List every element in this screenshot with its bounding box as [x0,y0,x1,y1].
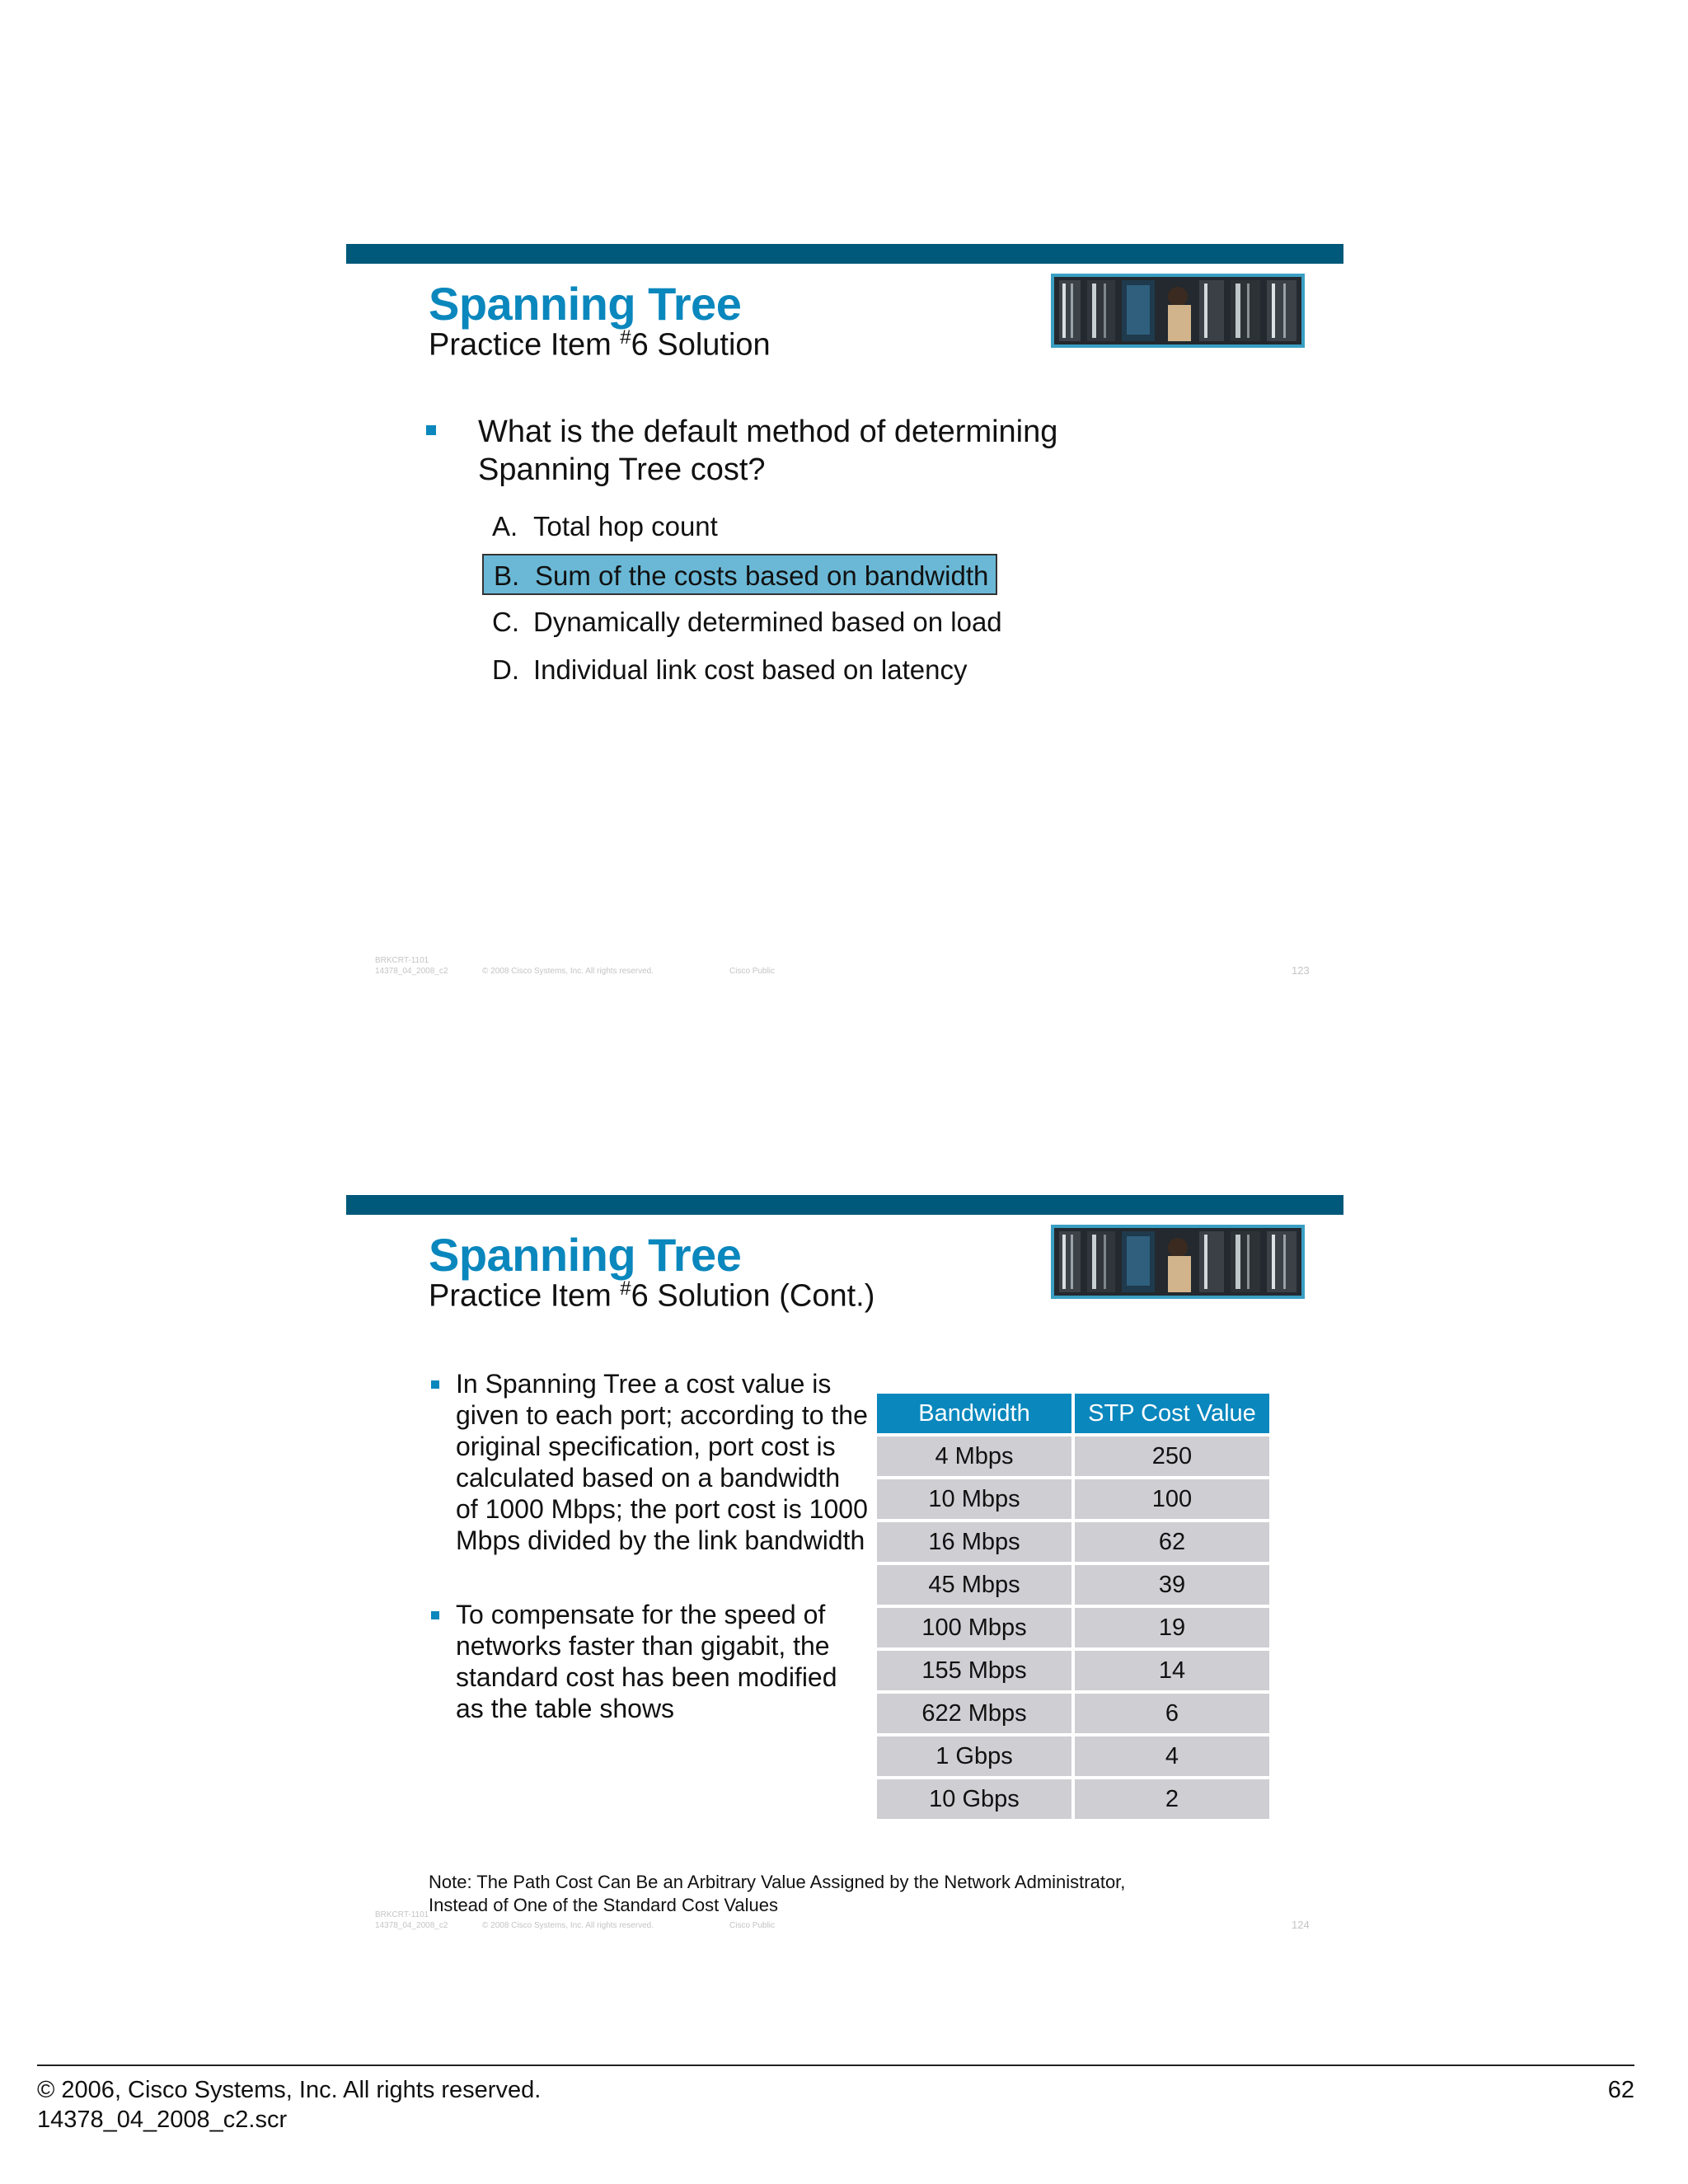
table-row [877,1608,1269,1647]
square-bullet-icon [431,1380,439,1389]
slide-top-bar [346,244,1343,264]
datacenter-photo [1051,1225,1305,1299]
table-row [877,1651,1269,1690]
option-a[interactable]: A. Total hop count [492,511,718,541]
slide-123 [346,244,1343,986]
option-d[interactable]: D. Individual link cost based on latency [492,654,968,685]
slide-footer-code: 14378_04_2008_c2 [375,967,448,976]
cell-cost: 250 [1075,1436,1269,1476]
square-bullet-icon [431,1611,439,1619]
page-number: 62 [1607,2077,1634,2103]
cell-bandwidth: 16 Mbps [877,1522,1071,1562]
page-footer-rule [37,2064,1634,2066]
page-footer-file: 14378_04_2008_c2.scr [37,2107,288,2133]
datacenter-photo [1051,274,1305,348]
cell-bandwidth: 10 Mbps [877,1479,1071,1519]
slide-footer-copyright: © 2008 Cisco Systems, Inc. All rights reserved. [482,967,654,976]
path-cost-note: Note: The Path Cost Can Be an Arbitrary Value Assigned by the Network Administrator, Instead of One of the Standard Cost Values [429,1872,1126,1915]
cell-bandwidth: 155 Mbps [877,1651,1071,1690]
slide-subtitle: Practice Item #6 Solution (Cont.) [429,1277,875,1314]
cell-bandwidth: 622 Mbps [877,1694,1071,1733]
cell-cost: 62 [1075,1522,1269,1562]
table-header-row [877,1394,1269,1433]
bullet-text: In Spanning Tree a cost value is given to each port; according to the original specification, port cost is calculated based on a bandwidth of 1000 Mbps; the port cost is 1000 Mbps divided by the link bandwidth [456,1369,868,1555]
table-row [877,1479,1269,1519]
slide-footer-classification: Cisco Public [729,1921,776,1930]
slide-page-number: 123 [1292,964,1310,977]
slide-footer-code: 14378_04_2008_c2 [375,1921,448,1930]
option-c[interactable]: C. Dynamically determined based on load [492,607,1002,637]
cell-bandwidth: 100 Mbps [877,1608,1071,1647]
question-text: What is the default method of determining Spanning Tree cost? [478,415,1058,487]
photo-tab [1137,344,1220,348]
cell-bandwidth: 1 Gbps [877,1736,1071,1776]
cell-cost: 39 [1075,1565,1269,1605]
cell-cost: 6 [1075,1694,1269,1733]
table-row [877,1736,1269,1776]
cell-cost: 19 [1075,1608,1269,1647]
cell-bandwidth: 10 Gbps [877,1779,1071,1819]
slide-title: Spanning Tree [429,1229,742,1281]
header-stp-cost: STP Cost Value [1075,1394,1269,1433]
square-bullet-icon [426,425,436,435]
slide-footer-classification: Cisco Public [729,967,776,976]
table-row [877,1694,1269,1733]
cell-cost: 2 [1075,1779,1269,1819]
slide-page-number: 124 [1292,1919,1310,1931]
cell-bandwidth: 4 Mbps [877,1436,1071,1476]
table-row [877,1565,1269,1605]
slide-footer-course: BRKCRT-1101 [375,956,429,965]
cell-cost: 4 [1075,1736,1269,1776]
slide-top-bar [346,1195,1343,1215]
option-b-selected[interactable]: B. Sum of the costs based on bandwidth [482,554,997,595]
photo-tab [1137,1296,1220,1299]
cell-cost: 14 [1075,1651,1269,1690]
stp-cost-table [874,1390,1273,1822]
bullet-text: To compensate for the speed of networks faster than gigabit, the standard cost has been modified as the table shows [456,1600,837,1723]
table-row [877,1436,1269,1476]
cell-bandwidth: 45 Mbps [877,1565,1071,1605]
header-bandwidth: Bandwidth [877,1394,1071,1433]
table-row [877,1522,1269,1562]
slide-footer-course: BRKCRT-1101 [375,1910,429,1919]
slide-footer-copyright: © 2008 Cisco Systems, Inc. All rights reserved. [482,1921,654,1930]
slide-title: Spanning Tree [429,278,742,330]
slide-subtitle: Practice Item #6 Solution [429,326,771,363]
page-footer-left [37,2075,541,2135]
page-footer-copyright: © 2006, Cisco Systems, Inc. All rights reserved. [37,2077,542,2103]
cell-cost: 100 [1075,1479,1269,1519]
slide-124 [346,1195,1343,1937]
table-row [877,1779,1269,1819]
